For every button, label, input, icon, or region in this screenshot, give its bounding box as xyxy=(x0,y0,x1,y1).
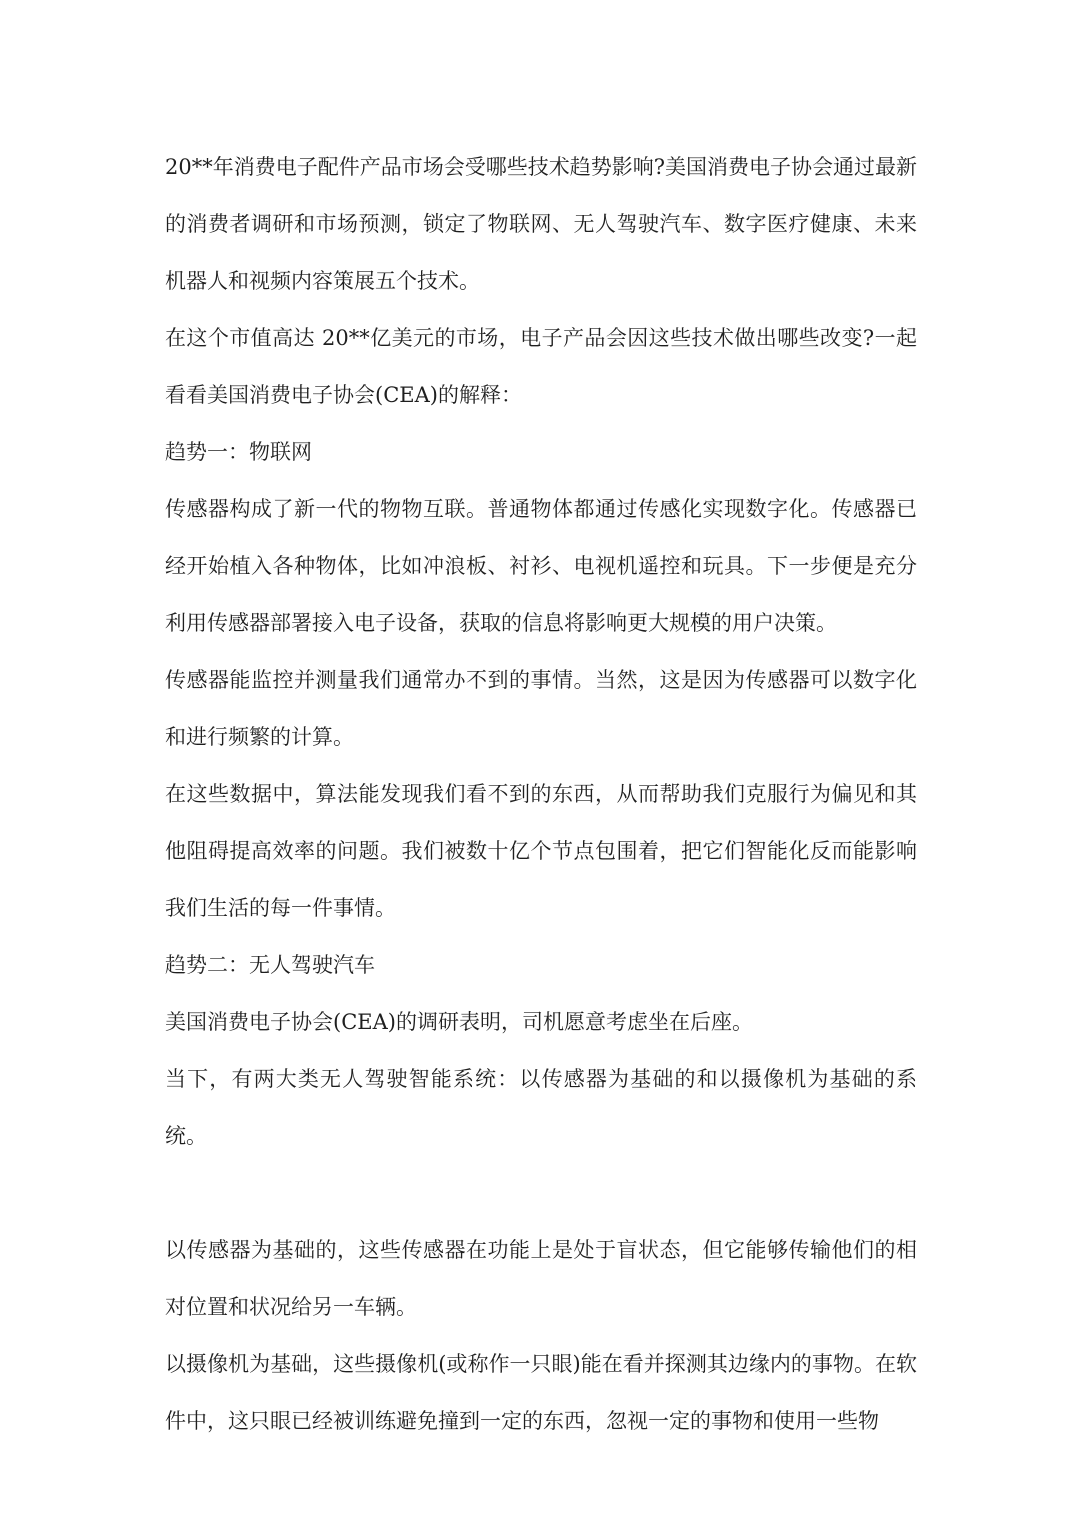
algorithm-paragraph: 在这些数据中，算法能发现我们看不到的东西，从而帮助我们克服行为偏见和其他阻碍提高效率的问题。我们被数十亿个节点包围着，把它们智能化反而能影响我们生活的每一件事情。 xyxy=(165,782,917,920)
blank-line xyxy=(165,1165,917,1222)
sensor-paragraph: 传感器构成了新一代的物物互联。普通物体都通过传感化实现数字化。传感器已经开始植入各种物体，比如冲浪板、衬衫、电视机遥控和玩具。下一步便是充分利用传感器部署接入电子设备，获取的信息将影响更大规模的用户决策。 xyxy=(165,497,917,635)
trend-one-heading: 趋势一：物联网 xyxy=(165,440,312,464)
intro-paragraph: 20**年消费电子配件产品市场会受哪些技术趋势影响?美国消费电子协会通过最新的消费者调研和市场预测，锁定了物联网、无人驾驶汽车、数字医疗健康、未来机器人和视频内容策展五个技术。 xyxy=(165,155,917,293)
document-body xyxy=(165,139,917,1450)
sensor-based-paragraph: 以传感器为基础的，这些传感器在功能上是处于盲状态，但它能够传输他们的相对位置和状况给另一车辆。 xyxy=(165,1238,917,1319)
cea-survey-paragraph: 美国消费电子协会(CEA)的调研表明，司机愿意考虑坐在后座。 xyxy=(165,1010,753,1034)
system-types-paragraph: 当下，有两大类无人驾驶智能系统：以传感器为基础的和以摄像机为基础的系统。 xyxy=(165,1067,917,1148)
trend-two-heading: 趋势二：无人驾驶汽车 xyxy=(165,953,375,977)
sensor-monitor-paragraph: 传感器能监控并测量我们通常办不到的事情。当然，这是因为传感器可以数字化和进行频繁的计算。 xyxy=(165,668,917,749)
market-paragraph: 在这个市值高达 20**亿美元的市场，电子产品会因这些技术做出哪些改变?一起看看美国消费电子协会(CEA)的解释： xyxy=(165,326,917,407)
camera-based-paragraph: 以摄像机为基础，这些摄像机(或称作一只眼)能在看并探测其边缘内的事物。在软件中，这只眼已经被训练避免撞到一定的东西，忽视一定的事物和使用一些物 xyxy=(165,1352,917,1433)
